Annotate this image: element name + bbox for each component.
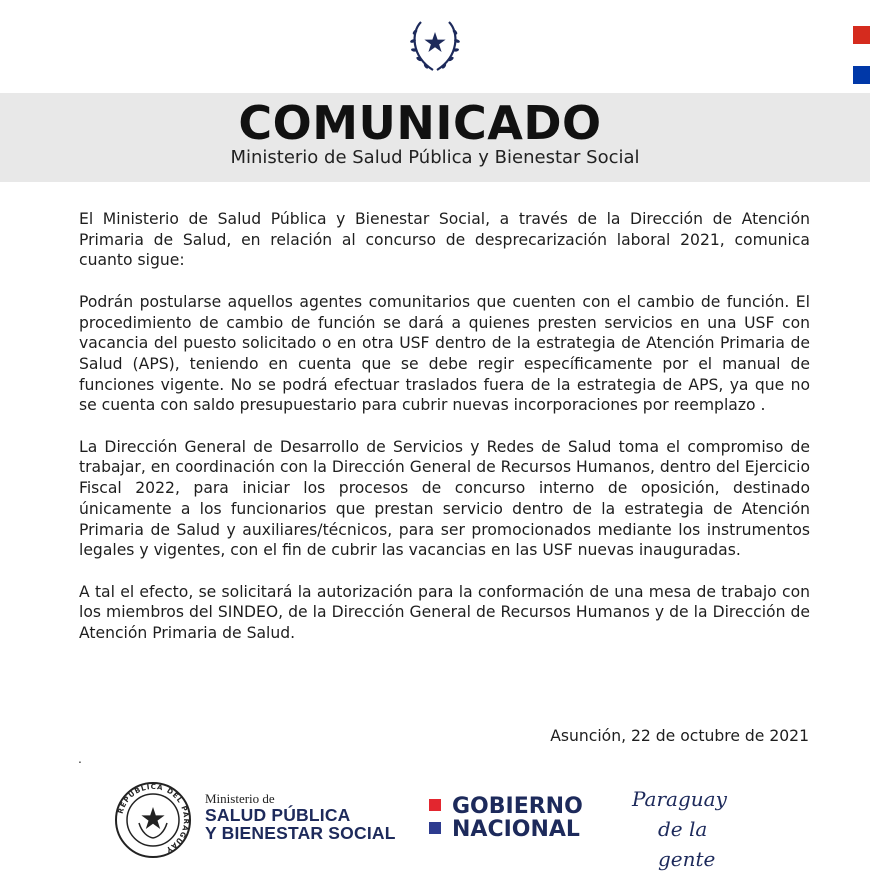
gobierno-line-1: GOBIERNO [452, 794, 583, 819]
star-laurel-emblem-icon [403, 14, 467, 78]
slogan-logo [632, 784, 762, 874]
communique-body [79, 209, 810, 664]
trailing-mark: . [78, 750, 82, 766]
ministry-line-1: SALUD PÚBLICA [205, 805, 351, 825]
flag-blue-square [853, 66, 870, 84]
page-subtitle: Ministerio de Salud Pública y Bienestar Social [230, 147, 640, 168]
date-line: Asunción, 22 de octubre de 2021 [550, 727, 809, 745]
paragraph-3: La Dirección General de Desarrollo de Servicios y Redes de Salud toma el compromiso de trabajar, en coordinación con la Dirección General de Recursos Humanos, dentro del Ejercicio Fiscal 2022, para iniciar los procesos de concurso interno de oposición, destinado únicamente a los funcionarios que prestan servicio dentro de la estrategia de Atención Primaria de Salud y auxiliares/técnicos, para ser promocionados mediante los instrumentos legales y vigentes, con el fin de cubrir las vacancias en las USF nuevas inauguradas. [79, 437, 810, 560]
gob-blue-square [429, 822, 441, 834]
paragraph-4: A tal el efecto, se solicitará la autorización para la conformación de una mesa de trabajo con los miembros del SINDEO, de la Dirección General de Recursos Humanos y de la Dirección de Atención Primaria de Salud. [79, 582, 810, 643]
national-seal-icon [114, 781, 192, 859]
gobierno-line-2: NACIONAL [452, 817, 580, 842]
ministry-small-label: Ministerio de [205, 791, 275, 806]
gob-red-square [429, 799, 441, 811]
flag-red-square [853, 26, 870, 44]
paragraph-1: El Ministerio de Salud Pública y Bienestar Social, a través de la Dirección de Atención Primaria de Salud, en relación al concurso de desprecarización laboral 2021, comunica cuanto sigue: [79, 210, 810, 270]
page-title: COMUNICADO [238, 96, 602, 150]
ministry-logo [205, 792, 396, 842]
seal-text: REPÚBLICA DEL PARAGUAY [116, 782, 191, 855]
ministry-line-2: Y BIENESTAR SOCIAL [205, 823, 396, 843]
slogan-line-1: Paraguay [632, 787, 727, 811]
slogan-line-2: de la gente [658, 817, 716, 871]
paragraph-2: Podrán postularse aquellos agentes comunitarios que cuenten con el cambio de función. El procedimiento de cambio de función se dará a quienes presten servicios en una USF con vacancia del puesto solicitado o en otra USF dentro de la estrategia de Atención Primaria de Salud (APS), teniendo en cuenta que se debe regir específicamente por el manual de funciones vigente. No se podrá efectuar traslados fuera de la estrategia de APS, ya que no se cuenta con saldo presupuestario para cubrir nuevas incorporaciones por reemplazo . [79, 292, 810, 415]
